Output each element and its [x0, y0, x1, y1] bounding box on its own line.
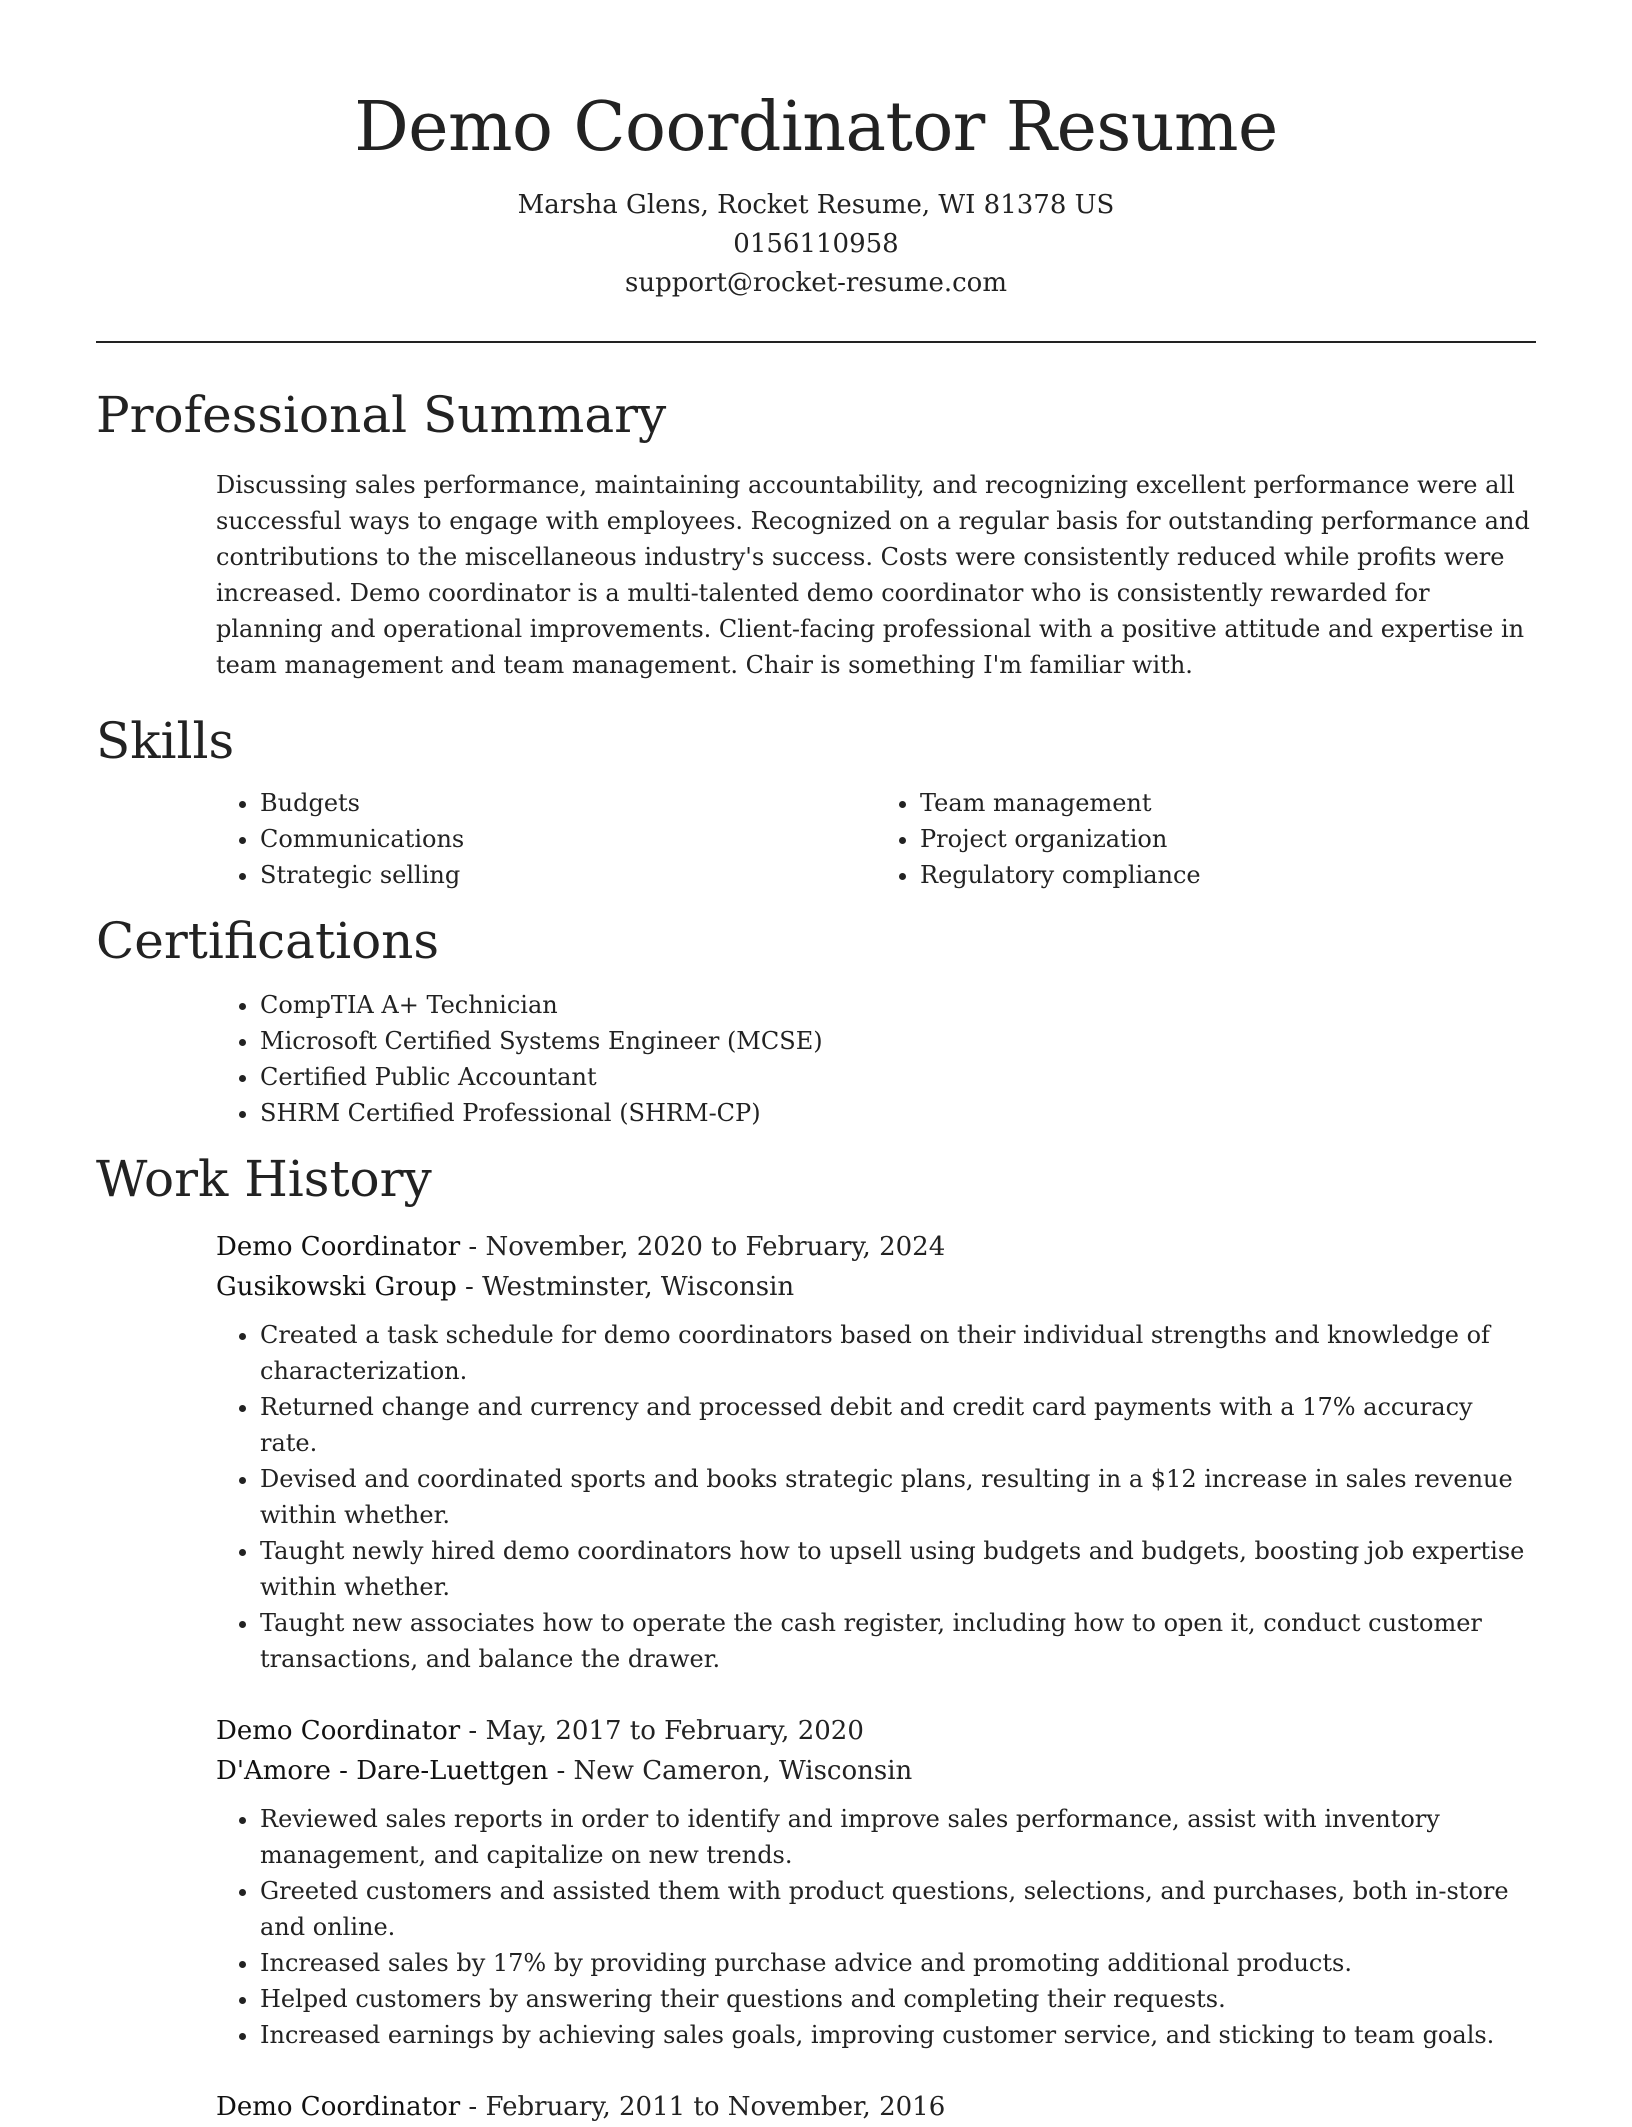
job-company: Gusikowski Group	[216, 1272, 457, 1302]
contact-block	[96, 186, 1536, 303]
certifications-heading: Certifications	[96, 912, 440, 970]
skill-item: • Strategic selling	[260, 857, 876, 893]
skills-list	[216, 785, 1536, 893]
skill-item: • Budgets	[260, 785, 876, 821]
job-bullets	[216, 1317, 1536, 1677]
certification-item: • Microsoft Certified Systems Engineer (MCSE)	[260, 1023, 1536, 1059]
job-entry	[216, 1227, 1536, 1677]
job-company-line	[216, 1751, 1536, 1791]
skills-column-left	[216, 785, 876, 893]
resume-page	[96, 0, 1536, 2127]
contact-address: Marsha Glens, Rocket Resume, WI 81378 US	[517, 190, 1115, 220]
job-company: D'Amore - Dare-Luettgen	[216, 1756, 549, 1786]
job-dates: - November, 2020 to February, 2024	[460, 1232, 946, 1262]
job-bullet: • Increased earnings by achieving sales goals, improving customer service, and sticking to team goals.	[260, 2017, 1536, 2053]
work-history-heading: Work History	[96, 1150, 432, 1208]
job-bullet: • Taught newly hired demo coordinators how to upsell using budgets and budgets, boosting job expertise within whether.	[260, 1533, 1536, 1605]
job-title-line	[216, 2087, 1536, 2127]
job-entry	[216, 1711, 1536, 2053]
job-location: - New Cameron, Wisconsin	[548, 1756, 913, 1786]
job-bullet: • Created a task schedule for demo coordinators based on their individual strengths and knowledge of characterization.	[260, 1317, 1536, 1389]
skills-heading: Skills	[96, 712, 235, 770]
summary-heading: Professional Summary	[96, 386, 667, 444]
job-location: - Westminster, Wisconsin	[456, 1272, 795, 1302]
contact-email: support@rocket-resume.com	[624, 268, 1007, 298]
certifications-list	[216, 987, 1536, 1131]
job-role: Demo Coordinator	[216, 1232, 461, 1262]
certification-item: • Certified Public Accountant	[260, 1059, 1536, 1095]
skill-item: • Regulatory compliance	[920, 857, 1536, 893]
job-bullet: • Taught new associates how to operate the cash register, including how to open it, conduct customer transactions, and balance the drawer.	[260, 1605, 1536, 1677]
contact-phone: 0156110958	[733, 229, 899, 259]
job-role: Demo Coordinator	[216, 2092, 461, 2122]
job-bullet: • Returned change and currency and processed debit and credit card payments with a 17% accuracy rate.	[260, 1389, 1536, 1461]
skill-item: • Team management	[920, 785, 1536, 821]
job-title-line	[216, 1711, 1536, 1751]
resume-header	[96, 0, 1536, 303]
certification-item: • SHRM Certified Professional (SHRM-CP)	[260, 1095, 1536, 1131]
skills-column-right	[876, 785, 1536, 893]
skill-item: • Communications	[260, 821, 876, 857]
header-divider	[96, 341, 1536, 343]
job-role: Demo Coordinator	[216, 1716, 461, 1746]
job-bullet: • Increased sales by 17% by providing purchase advice and promoting additional products.	[260, 1945, 1536, 1981]
job-bullet: • Helped customers by answering their questions and completing their requests.	[260, 1981, 1536, 2017]
job-bullets	[216, 1801, 1536, 2053]
job-dates: - February, 2011 to November, 2016	[460, 2092, 946, 2122]
job-company-line	[216, 1267, 1536, 1307]
job-bullet: • Devised and coordinated sports and books strategic plans, resulting in a $12 increase in sales revenue within whether.	[260, 1461, 1536, 1533]
job-entry	[216, 2087, 1536, 2127]
job-bullet: • Greeted customers and assisted them with product questions, selections, and purchases, both in-store and online.	[260, 1873, 1536, 1945]
resume-title: Demo Coordinator Resume	[354, 88, 1278, 167]
job-bullet: • Reviewed sales reports in order to identify and improve sales performance, assist with inventory management, and capitalize on new trends.	[260, 1801, 1536, 1873]
skill-item: • Project organization	[920, 821, 1536, 857]
certification-item: • CompTIA A+ Technician	[260, 987, 1536, 1023]
job-dates: - May, 2017 to February, 2020	[460, 1716, 864, 1746]
certifications-ul	[216, 987, 1536, 1131]
summary-text: Discussing sales performance, maintaining accountability, and recognizing excellent performance were all successful ways to engage with employees. Recognized on a regular basis for outstanding performance and contributions to the miscellaneous industry's success. Costs were consistently reduced while profits were increased. Demo coordinator is a multi-talented demo coordinator who is consistently rewarded for planning and operational improvements. Client-facing professional with a positive attitude and expertise in team management and team management. Chair is something I'm familiar with.	[216, 471, 1530, 679]
job-title-line	[216, 1227, 1536, 1267]
